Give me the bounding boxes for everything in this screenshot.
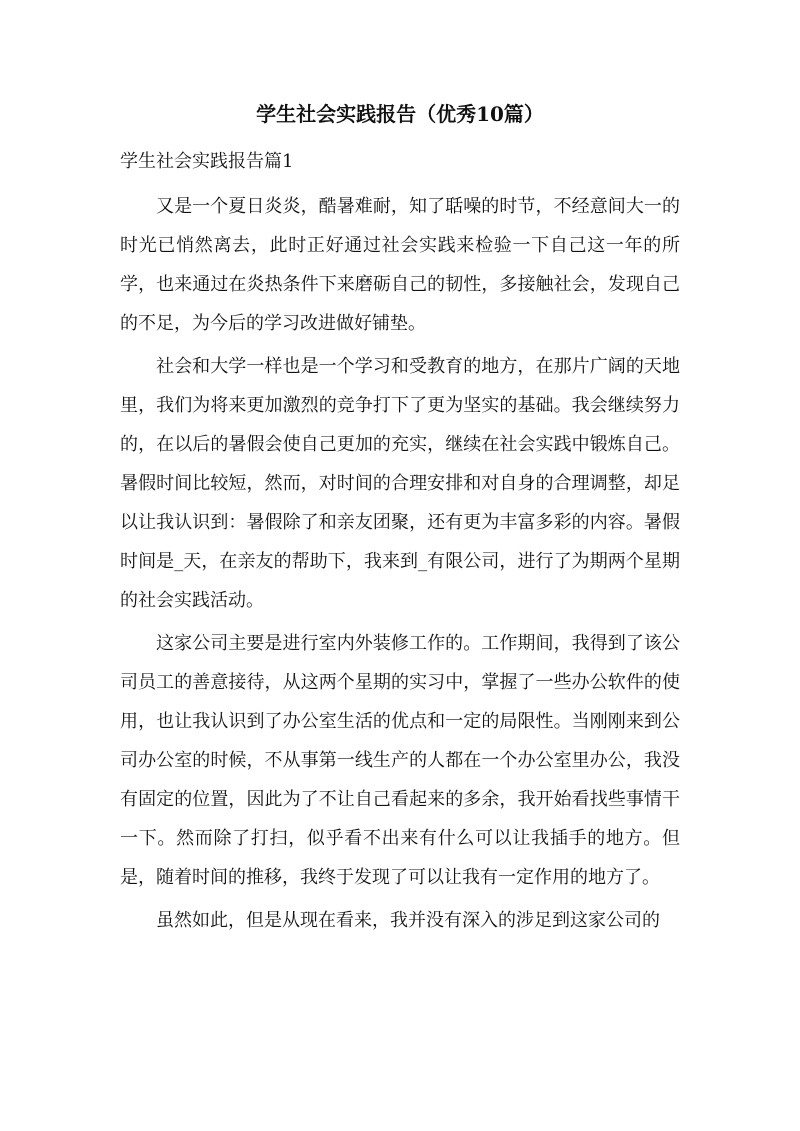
body-paragraph: 社会和大学一样也是一个学习和受教育的地方，在那片广阔的天地里，我们为将来更加激烈的竞争打下了更为坚实的基础。我会继续努力的，在以后的暑假会使自己更加的充实，继续在社会实践中锻炼自己。暑假时间比较短，然而，对时间的合理安排和对自身的合理调整，却足以让我认识到：暑假除了和亲友团聚，还有更为丰富多彩的内容。暑假时间是_天，在亲友的帮助下，我来到_有限公司，进行了为期两个星期的社会实践活动。 xyxy=(120,356,680,611)
body-paragraph: 虽然如此，但是从现在看来，我并没有深入的涉足到这家公司的 xyxy=(156,910,660,931)
document-title: 学生社会实践报告（优秀10篇） xyxy=(256,102,544,126)
section-heading: 学生社会实践报告篇1 xyxy=(120,151,294,172)
document-body xyxy=(120,187,680,944)
body-paragraph: 这家公司主要是进行室内外装修工作的。工作期间，我得到了该公司员工的善意接待，从这两个星期的实习中，掌握了一些办公软件的使用，也让我认识到了办公室生活的优点和一定的局限性。当刚刚来到公司办公室的时候，不从事第一线生产的人都在一个办公室里办公，我没有固定的位置，因此为了不让自己看起来的多余，我开始看找些事情干一下。然而除了打扫，似乎看不出来有什么可以让我插手的地方。但是，随着时间的推移，我终于发现了可以让我有一定作用的地方了。 xyxy=(120,633,680,888)
body-paragraph: 又是一个夏日炎炎，酷暑难耐，知了聒噪的时节，不经意间大一的时光已悄然离去，此时正好通过社会实践来检验一下自己这一年的所学，也来通过在炎热条件下来磨砺自己的韧性，多接触社会，发现自己的不足，为今后的学习改进做好铺垫。 xyxy=(120,196,680,334)
